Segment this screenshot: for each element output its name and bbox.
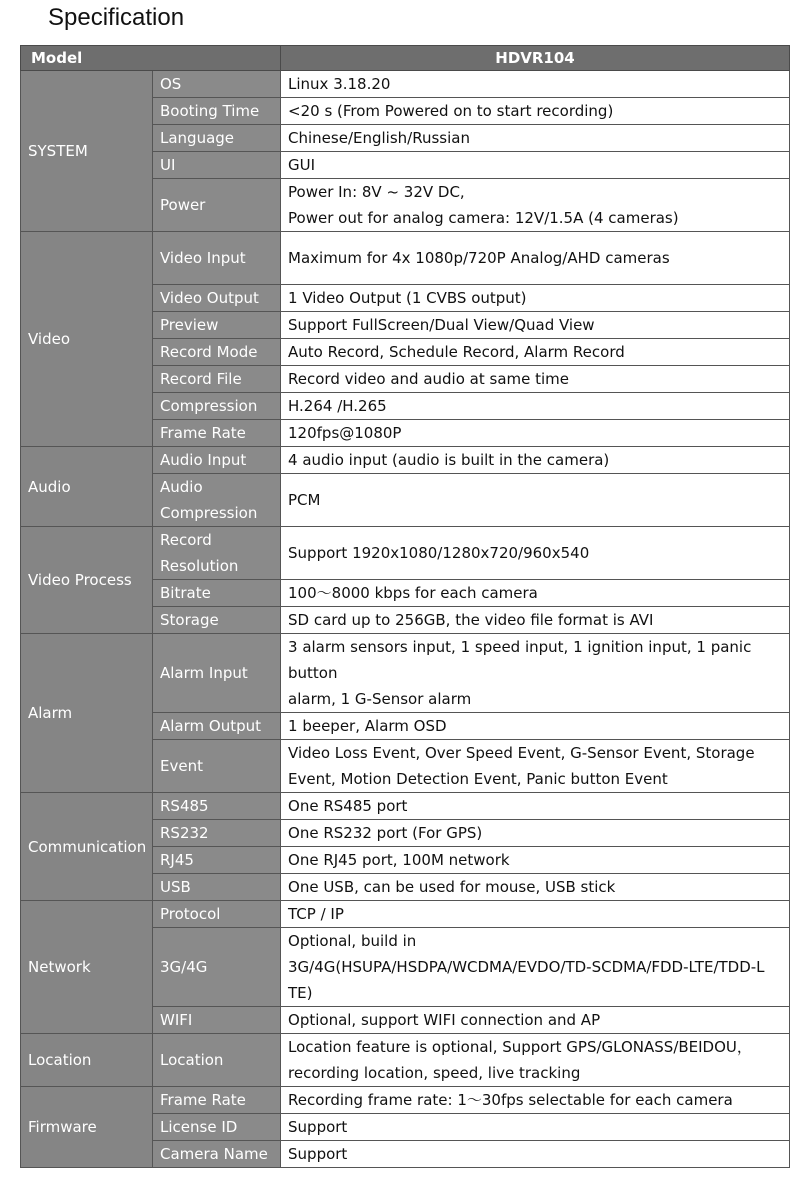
spec-label-cell [153,232,281,285]
spec-value-line: Recording frame rate: 1～30fps selectable for each camera [288,1091,733,1109]
spec-label-cell [153,1087,281,1114]
spec-value-cell [281,285,790,312]
spec-label-line: Record File [160,370,242,388]
spec-value-cell [281,928,790,1007]
spec-label-line: Resolution [160,557,239,575]
category-cell: Firmware [21,1087,153,1168]
spec-value-cell [281,901,790,928]
table-row [21,527,790,580]
spec-label-line: Alarm Output [160,717,262,735]
category-cell: SYSTEM [21,71,153,232]
spec-label-line: Camera Name [160,1145,268,1163]
spec-label-line: 3G/4G [160,958,208,976]
spec-value-cell [281,607,790,634]
spec-label-cell [153,1114,281,1141]
category-cell: Video Process [21,527,153,634]
spec-label-cell [153,366,281,393]
spec-value-cell [281,125,790,152]
spec-label-cell [153,527,281,580]
spec-value-line: Record video and audio at same time [288,370,570,388]
spec-value-line: One RS232 port (For GPS) [288,824,483,842]
category-cell: Alarm [21,634,153,793]
spec-value-cell [281,366,790,393]
spec-value-line: Linux 3.18.20 [288,75,391,93]
category-cell: Audio [21,447,153,527]
spec-label-line: Video Output [160,289,259,307]
spec-label-line: Language [160,129,235,147]
spec-label-line: Compression [160,397,258,415]
spec-value-line: 120fps@1080P [288,424,402,442]
model-label: Model [21,46,281,71]
spec-label-cell [153,179,281,232]
spec-label-cell [153,152,281,179]
table-row [21,232,790,285]
spec-value-line: <20 s (From Powered on to start recording) [288,102,614,120]
spec-value-cell [281,527,790,580]
spec-value-cell [281,232,790,285]
spec-value-line: PCM [288,491,321,509]
spec-value-cell [281,580,790,607]
spec-label-cell [153,740,281,793]
spec-label-line: WIFI [160,1011,193,1029]
table-row [21,634,790,713]
category-cell: Communication [21,793,153,901]
spec-label-cell [153,847,281,874]
spec-label-line: Bitrate [160,584,211,602]
spec-label-cell [153,125,281,152]
spec-value-line: SD card up to 256GB, the video file format is AVI [288,611,654,629]
spec-label-line: OS [160,75,182,93]
spec-value-cell [281,793,790,820]
spec-label-line: Record Mode [160,343,258,361]
table-row [21,71,790,98]
spec-label-cell [153,928,281,1007]
spec-label-line: USB [160,878,191,896]
spec-value-cell [281,393,790,420]
spec-label-line: RJ45 [160,851,194,869]
spec-value-line: 3 alarm sensors input, 1 speed input, 1 ignition input, 1 panic button [288,638,752,682]
spec-value-line: TE) [288,984,313,1002]
spec-label-cell [153,420,281,447]
spec-value-line: 100～8000 kbps for each camera [288,584,538,602]
spec-value-line: Chinese/English/Russian [288,129,470,147]
table-row [21,793,790,820]
spec-label-line: Record [160,531,212,549]
spec-value-cell [281,713,790,740]
spec-label-line: Storage [160,611,219,629]
spec-value-line: Event, Motion Detection Event, Panic button Event [288,770,668,788]
spec-label-cell [153,1141,281,1168]
spec-value-cell [281,312,790,339]
spec-label-cell [153,312,281,339]
spec-label-line: Protocol [160,905,221,923]
spec-label-line: Compression [160,504,258,522]
spec-value-line: Video Loss Event, Over Speed Event, G-Sensor Event, Storage [288,744,755,762]
spec-value-cell [281,98,790,125]
category-cell: Video [21,232,153,447]
table-row [21,901,790,928]
spec-value-line: TCP / IP [288,905,344,923]
spec-label-cell [153,474,281,527]
spec-value-cell [281,740,790,793]
spec-label-line: RS232 [160,824,209,842]
spec-label-line: UI [160,156,176,174]
spec-label-line: Audio Input [160,451,247,469]
spec-value-cell [281,474,790,527]
spec-label-line: Audio [160,478,203,496]
table-header-row [21,46,790,71]
spec-value-line: Power In: 8V ~ 32V DC, [288,183,465,201]
spec-value-line: Maximum for 4x 1080p/720P Analog/AHD cameras [288,249,670,267]
spec-value-cell [281,1114,790,1141]
table-row [21,1034,790,1087]
spec-value-cell [281,1007,790,1034]
spec-value-cell [281,1034,790,1087]
spec-value-cell [281,179,790,232]
spec-label-cell [153,607,281,634]
table-row [21,1087,790,1114]
spec-value-line: One RS485 port [288,797,408,815]
spec-label-line: Preview [160,316,219,334]
spec-value-cell [281,1087,790,1114]
spec-label-line: Location [160,1051,224,1069]
spec-value-line: Support [288,1145,348,1163]
spec-label-cell [153,580,281,607]
specification-table [20,45,790,1168]
spec-value-line: 1 beeper, Alarm OSD [288,717,447,735]
spec-label-line: Alarm Input [160,664,248,682]
spec-label-cell [153,447,281,474]
spec-value-line: 3G/4G(HSUPA/HSDPA/WCDMA/EVDO/TD-SCDMA/FDD-LTE/TDD-L [288,958,765,976]
spec-value-line: H.264 /H.265 [288,397,387,415]
spec-label-line: Frame Rate [160,1091,246,1109]
spec-label-cell [153,820,281,847]
spec-value-line: recording location, speed, live tracking [288,1064,581,1082]
spec-value-cell [281,820,790,847]
spec-value-line: alarm, 1 G-Sensor alarm [288,690,472,708]
spec-label-cell [153,713,281,740]
category-cell: Location [21,1034,153,1087]
spec-label-line: Frame Rate [160,424,246,442]
spec-value-line: Support FullScreen/Dual View/Quad View [288,316,595,334]
spec-value-line: GUI [288,156,316,174]
spec-label-cell [153,634,281,713]
spec-value-line: Location feature is optional, Support GPS/GLONASS/BEIDOU， [288,1038,752,1056]
model-value: HDVR104 [281,46,790,71]
spec-label-cell [153,71,281,98]
spec-label-line: Video Input [160,249,246,267]
spec-value-cell [281,847,790,874]
spec-label-line: Event [160,757,203,775]
category-cell: Network [21,901,153,1034]
spec-label-line: License ID [160,1118,238,1136]
spec-label-cell [153,874,281,901]
spec-value-cell [281,71,790,98]
spec-value-line: One RJ45 port, 100M network [288,851,510,869]
spec-value-line: Auto Record, Schedule Record, Alarm Record [288,343,625,361]
spec-label-cell [153,793,281,820]
spec-value-line: 4 audio input (audio is built in the camera) [288,451,610,469]
spec-label-cell [153,1007,281,1034]
spec-value-line: Power out for analog camera: 12V/1.5A (4 cameras) [288,209,679,227]
spec-label-cell [153,393,281,420]
spec-value-line: 1 Video Output (1 CVBS output) [288,289,527,307]
spec-value-line: Support 1920x1080/1280x720/960x540 [288,544,590,562]
spec-label-line: Booting Time [160,102,260,120]
spec-body [21,71,790,1168]
spec-value-cell [281,152,790,179]
spec-value-cell [281,1141,790,1168]
spec-value-cell [281,420,790,447]
spec-value-cell [281,447,790,474]
spec-label-cell [153,98,281,125]
spec-value-cell [281,339,790,366]
spec-value-line: One USB, can be used for mouse, USB stick [288,878,616,896]
spec-value-cell [281,634,790,713]
spec-value-cell [281,874,790,901]
page-title: Specification [48,4,185,31]
spec-label-cell [153,285,281,312]
spec-value-line: Support [288,1118,348,1136]
spec-label-line: Power [160,196,206,214]
spec-label-cell [153,901,281,928]
table-row [21,447,790,474]
spec-value-line: Optional, support WIFI connection and AP [288,1011,601,1029]
spec-label-cell [153,1034,281,1087]
spec-label-cell [153,339,281,366]
spec-value-line: Optional, build in [288,932,417,950]
spec-label-line: RS485 [160,797,209,815]
